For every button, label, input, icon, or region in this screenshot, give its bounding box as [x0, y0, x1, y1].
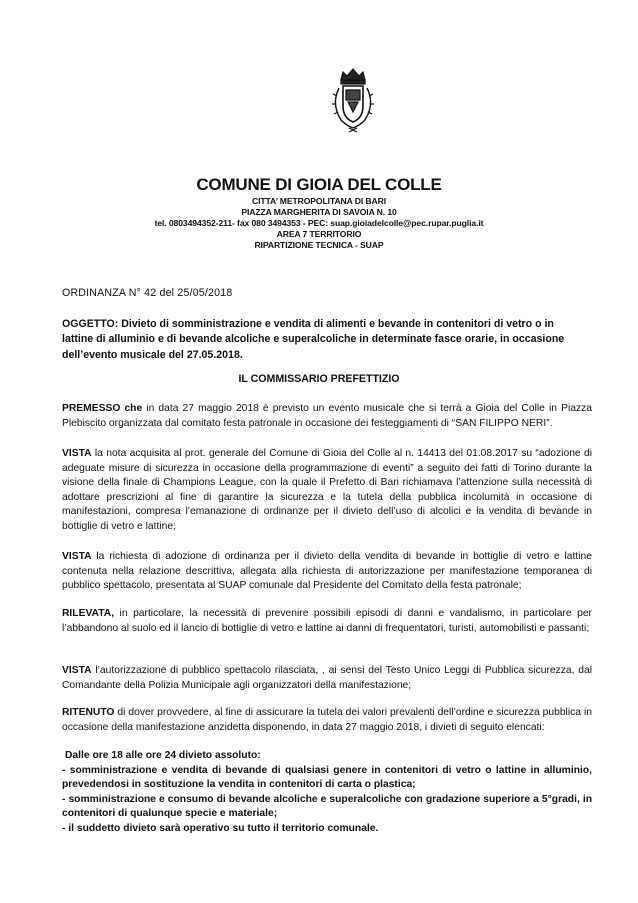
paragraph-lead: VISTA [62, 448, 92, 459]
paragraph-vista-autorizzazione [62, 664, 592, 693]
header-line-contacts: tel. 0803494352-211- fax 080 3494353 - PEC: suap.gioiadelcolle@pec.rupar.puglia.it [154, 218, 484, 228]
municipal-crest-icon [327, 66, 379, 136]
provision-item: - il suddetto divieto sarà operativo su tutto il territorio comunale. [62, 822, 379, 834]
paragraph-text: in data 27 maggio 2018 è previsto un evento musicale che si terrà a Gioia del Colle in Piazza Plebiscito organizzata dal comitato festa patronale in occasione dei festeggiamenti di “SAN FILIPPO NERI”. [62, 403, 593, 429]
paragraph-vista-nota [62, 447, 592, 534]
issuer-heading: IL COMMISSARIO PREFETTIZIO [238, 373, 400, 385]
paragraph-premesso [62, 402, 592, 431]
paragraph-text: la nota acquisita al prot. generale del Comune di Gioia del Colle al n. 14413 del 01.08.2017 su “adozione di adeguate misure di sicurezza in occasione della programmazione di eventi” a seguito dei fatti di Torino durante la visione della finale di Champions League, con la quale il Prefetto di Bari richiamava l’attenzione sulla necessità di adottare prescrizioni al fine di garantire la sicurezza e la tutela della pubblica incolumità in occasione di manifestazioni, compresa l’emanazione di ordinanze per il divieto dell’uso di alcolici e la vendita di bevande in bottiglie di vetro e lattine; [62, 448, 592, 532]
paragraph-rilevata [62, 607, 592, 636]
paragraph-lead: VISTA [62, 551, 92, 562]
paragraph-lead: PREMESSO che [62, 403, 143, 414]
ordinance-provisions [62, 749, 592, 836]
paragraph-vista-richiesta [62, 550, 592, 594]
paragraph-text: la richiesta di adozione di ordinanza per il divieto della vendita di bevande in bottiglie di vetro e lattine contenuta nella relazione descrittiva, allegata alla richiesta di autorizzazione per manifestazione temporanea di pubblico spettacolo, presentata al SUAP comunale dal Presidente del Comitato della festa patronale; [62, 551, 592, 591]
paragraph-text: l’autorizzazione di pubblico spettacolo rilasciata, , ai sensi del Testo Unico Leggi di Pubblica sicurezza, dal Comandante della Polizia Municipale agli organizzatori della manifestazione; [62, 665, 592, 691]
paragraph-text: in particolare, la necessità di prevenire possibili episodi di danni e vandalismo, in particolare per l’abbandono al suolo ed il lancio di bottiglie di vetro e lattine ai danni di frequentatori, turisti, automobilisti e passanti; [62, 608, 592, 634]
paragraph-ritenuto [62, 706, 592, 735]
municipality-title: COMUNE DI GIOIA DEL COLLE [196, 175, 442, 194]
header-line-area: AREA 7 TERRITORIO [276, 229, 362, 239]
paragraph-lead: RITENUTO [62, 707, 115, 718]
provision-item: - somministrazione e consumo di bevande alcoliche e superalcoliche con gradazione superiore a 5°gradi, in contenitori di qualunque specie e materiale; [62, 793, 592, 819]
header-line-metro: CITTA’ METROPOLITANA DI BARI [251, 196, 387, 206]
paragraph-text: di dover provvedere, al fine di assicurare la tutela dei valori prevalenti dell’ordine e sicurezza pubblica in occasione della manifestazione anzidetta disponendo, in data 27 maggio 2018, i divieti di seguito elencati: [62, 707, 592, 733]
paragraph-lead: RILEVATA, [62, 608, 115, 619]
provision-heading: Dalle ore 18 alle ore 24 divieto assoluto: [65, 750, 261, 761]
header-line-address: PIAZZA MARGHERITA DI SAVOIA N. 10 [241, 207, 397, 217]
ordinance-number: ORDINANZA N° 42 del 25/05/2018 [62, 287, 233, 299]
header-line-office: RIPARTIZIONE TECNICA - SUAP [254, 240, 384, 250]
paragraph-lead: VISTA [62, 665, 92, 676]
provision-item: - somministrazione e vendita di bevande di qualsiasi genere in contenitori di vetro o lattine in alluminio, prevedendosi in sostituzione la vendita in contenitori di carta o plastica; [62, 764, 592, 790]
ordinance-subject: OGGETTO: Divieto di somministrazione e vendita di alimenti e bevande in contenitori di vetro o in lattine di alluminio e di bevande alcoliche e superalcoliche in determinate fasce orarie, in occasione dell’evento musicale del 27.05.2018. [62, 318, 565, 361]
